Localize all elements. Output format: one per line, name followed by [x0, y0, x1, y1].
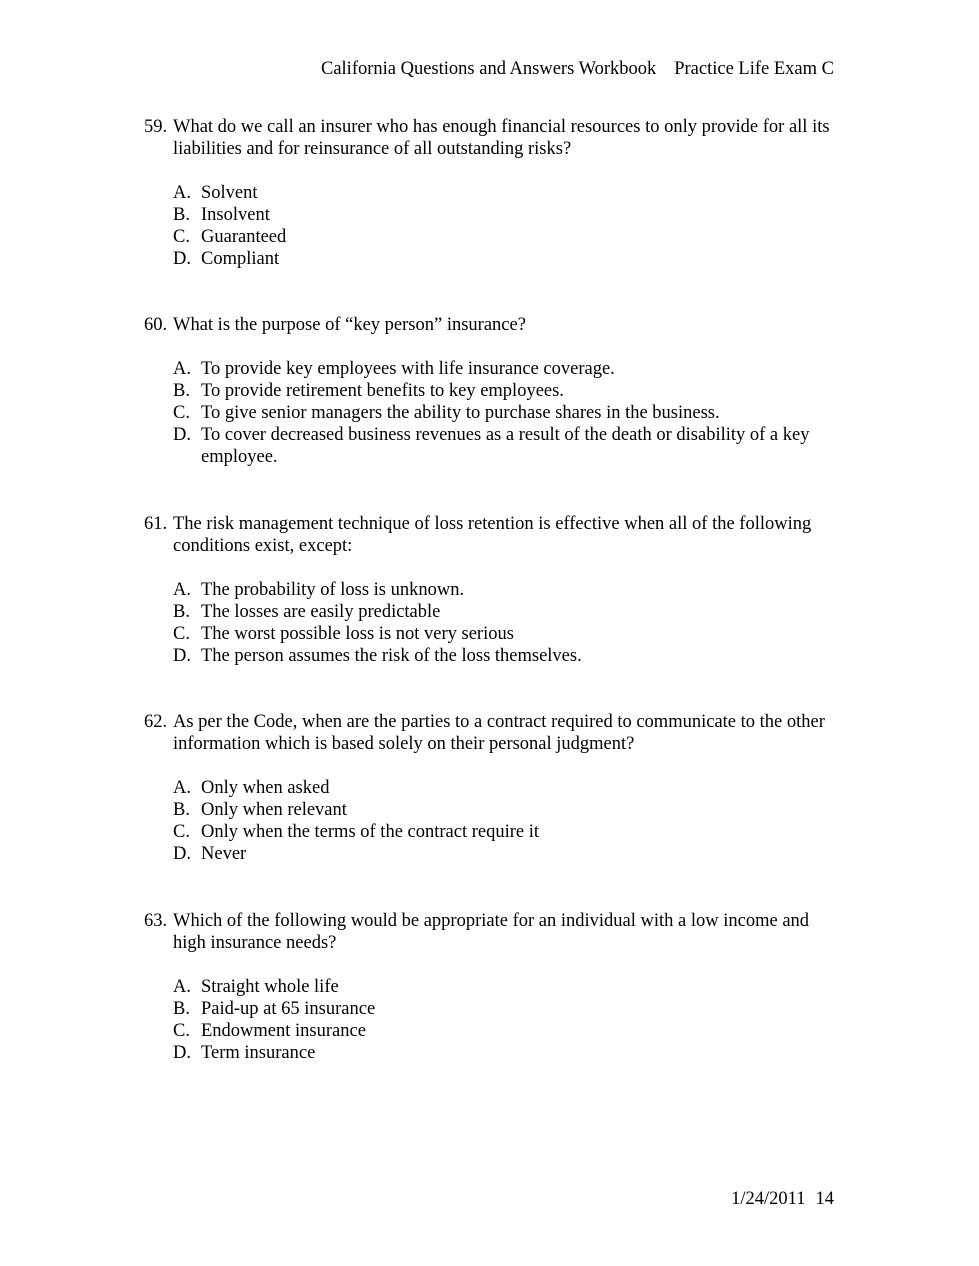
- option-text: The person assumes the risk of the loss themselves.: [201, 646, 582, 666]
- question-61: [144, 513, 844, 667]
- option-letter: A.: [173, 977, 191, 997]
- question-text: What is the purpose of “key person” insurance?: [173, 315, 526, 335]
- answer-options: [144, 358, 844, 468]
- answer-option-b: [173, 601, 844, 623]
- answer-option-a: [173, 777, 844, 799]
- option-letter: C.: [173, 403, 190, 423]
- option-text: The worst possible loss is not very serious: [201, 624, 514, 644]
- answer-option-c: [173, 226, 844, 248]
- question-number: 60.: [144, 315, 168, 335]
- question-number: 62.: [144, 712, 168, 732]
- question-number: 61.: [144, 514, 168, 534]
- option-letter: A.: [173, 778, 191, 798]
- answer-options: [144, 579, 844, 667]
- option-letter: D.: [173, 425, 191, 445]
- answer-options: [144, 777, 844, 865]
- option-letter: C.: [173, 227, 190, 247]
- question-text: The risk management technique of loss retention is effective when all of the following conditions exist, except:: [173, 514, 812, 556]
- option-letter: C.: [173, 624, 190, 644]
- option-letter: D.: [173, 646, 191, 666]
- option-text: Compliant: [201, 249, 280, 269]
- answer-option-d: [173, 248, 844, 270]
- option-letter: A.: [173, 359, 191, 379]
- option-text: Solvent: [201, 183, 258, 203]
- question-text: As per the Code, when are the parties to a contract required to communicate to the other information which is based solely on their personal judgment?: [173, 712, 825, 754]
- option-text: To give senior managers the ability to purchase shares in the business.: [201, 403, 720, 423]
- option-letter: A.: [173, 183, 191, 203]
- option-text: Endowment insurance: [201, 1021, 366, 1041]
- answer-options: [144, 182, 844, 270]
- workbook-title: California Questions and Answers Workbook: [320, 59, 657, 79]
- answer-option-a: [173, 182, 844, 204]
- option-letter: B.: [173, 381, 190, 401]
- page-number: 14: [815, 1189, 834, 1209]
- question-60: [144, 314, 844, 468]
- question-62: [144, 711, 844, 865]
- option-letter: B.: [173, 602, 190, 622]
- answer-option-c: [173, 623, 844, 645]
- answer-options: [144, 976, 844, 1064]
- answer-option-b: [173, 380, 844, 402]
- answer-option-a: [173, 976, 844, 998]
- option-letter: D.: [173, 844, 191, 864]
- question-63: [144, 910, 844, 1064]
- answer-option-d: [173, 843, 844, 865]
- option-text: Never: [201, 844, 247, 864]
- question-number: 59.: [144, 117, 168, 137]
- option-text: To cover decreased business revenues as a result of the death or disability of a key employee.: [201, 425, 810, 467]
- question-number: 63.: [144, 911, 168, 931]
- question-text: What do we call an insurer who has enough financial resources to only provide for all its liabilities and for reinsurance of all outstanding risks?: [173, 117, 830, 159]
- answer-option-c: [173, 402, 844, 424]
- answer-option-c: [173, 1020, 844, 1042]
- exam-title: Practice Life Exam C: [674, 59, 834, 79]
- question-59: [144, 116, 844, 270]
- option-text: The losses are easily predictable: [201, 602, 441, 622]
- option-text: Only when asked: [201, 778, 330, 798]
- option-letter: B.: [173, 205, 190, 225]
- page-header: [321, 58, 834, 80]
- option-letter: C.: [173, 822, 190, 842]
- option-text: To provide key employees with life insurance coverage.: [201, 359, 615, 379]
- answer-option-d: [173, 1042, 844, 1064]
- answer-option-d: [173, 424, 844, 468]
- option-text: Only when the terms of the contract require it: [201, 822, 540, 842]
- option-text: Straight whole life: [201, 977, 339, 997]
- option-letter: B.: [173, 800, 190, 820]
- option-letter: C.: [173, 1021, 190, 1041]
- option-letter: A.: [173, 580, 191, 600]
- answer-option-a: [173, 579, 844, 601]
- option-text: Only when relevant: [201, 800, 347, 820]
- question-text: Which of the following would be appropriate for an individual with a low income and high insurance needs?: [173, 911, 810, 953]
- page-footer: [731, 1188, 834, 1210]
- option-letter: D.: [173, 1043, 191, 1063]
- option-text: Guaranteed: [201, 227, 287, 247]
- answer-option-b: [173, 799, 844, 821]
- option-letter: D.: [173, 249, 191, 269]
- option-text: The probability of loss is unknown.: [201, 580, 465, 600]
- answer-option-b: [173, 204, 844, 226]
- answer-option-d: [173, 645, 844, 667]
- answer-option-a: [173, 358, 844, 380]
- option-letter: B.: [173, 999, 190, 1019]
- option-text: To provide retirement benefits to key employees.: [201, 381, 564, 401]
- answer-option-b: [173, 998, 844, 1020]
- footer-date: 1/24/2011: [731, 1189, 806, 1209]
- option-text: Term insurance: [201, 1043, 316, 1063]
- option-text: Insolvent: [201, 205, 270, 225]
- option-text: Paid-up at 65 insurance: [201, 999, 376, 1019]
- answer-option-c: [173, 821, 844, 843]
